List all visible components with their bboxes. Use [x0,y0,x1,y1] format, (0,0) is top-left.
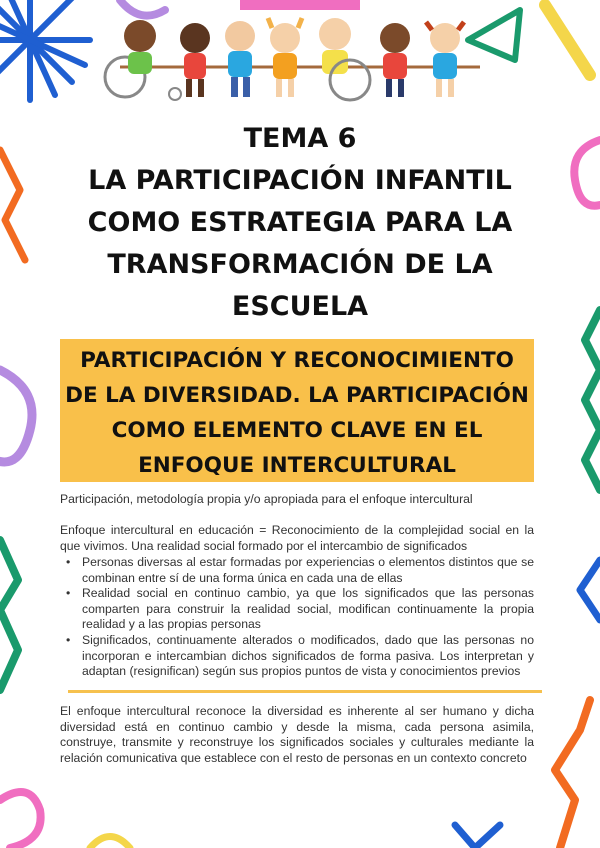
list-item [60,555,534,586]
title-line: TEMA 6 [243,123,357,154]
children-holding-hands-illustration [100,12,500,107]
section-banner [60,339,534,482]
bullet-icon: • [66,632,71,647]
chevron-shape [455,825,500,848]
list-item-text: Realidad social en continuo cambio, ya que los significados que las personas comparten para construir la realidad social, modifican continuamente la propia realidad y a las propias personas [82,586,534,632]
intro-paragraph: Participación, metodología propia y/o apropiada para el enfoque intercultural [60,492,473,506]
banner-line: COMO ELEMENTO CLAVE EN EL [111,418,483,443]
list-item [60,633,534,680]
line-shape [545,5,590,75]
divider [68,690,542,693]
list-item-text: Personas diversas al estar formadas por experiencias o elementos distintos que se combinan entre sí de una forma única en cada una de ellas [82,555,534,585]
banner-line: PARTICIPACIÓN Y RECONOCIMIENTO [80,348,514,373]
definition-paragraph: Enfoque intercultural en educación = Reconocimiento de la complejidad social en la que vivimos. Una realidad social formado por el intercambio de significados [60,523,534,553]
list-item-text: Significados, continuamente alterados o modificados, dado que las personas no incorporan e intercambian dichos significados de forma pasiva. Los interpretan y adaptan (resignifican) según sus propios puntos de vista y conocimientos previos [82,632,534,679]
zigzag-shape [580,560,600,620]
zigzag-shape [0,540,18,690]
title-line: COMO ESTRATEGIA PARA LA [87,207,513,238]
swirl-shape [0,792,41,848]
swirl-shape [90,837,130,848]
list-item [60,586,534,633]
bar-shape [240,0,360,10]
starburst-icon [0,0,90,100]
swirl-shape [0,370,32,462]
banner-line: DE LA DIVERSIDAD. LA PARTICIPACIÓN [65,383,529,408]
bullet-icon: • [66,555,71,569]
title-line: TRANSFORMACIÓN DE LA [107,249,493,280]
bullet-icon: • [66,586,71,601]
zigzag-shape [585,310,600,490]
title-line: LA PARTICIPACIÓN INFANTIL [88,165,512,196]
banner-line: ENFOQUE INTERCULTURAL [138,453,456,478]
title-line: ESCUELA [231,291,369,322]
bullet-list [60,555,534,680]
closing-paragraph: El enfoque intercultural reconoce la diversidad es inherente al ser humano y dicha diversidad está en continuo cambio y desde la misma, cada persona asimila, construye, transmite y reconstruye los significados sociales y culturales mediante la relación comunicativa que establece con el resto de personas en un contexto concreto [60,704,534,765]
page-title [60,118,540,328]
swirl-shape [574,140,600,206]
zigzag-shape [0,150,25,260]
zigzag-shape [555,700,590,848]
